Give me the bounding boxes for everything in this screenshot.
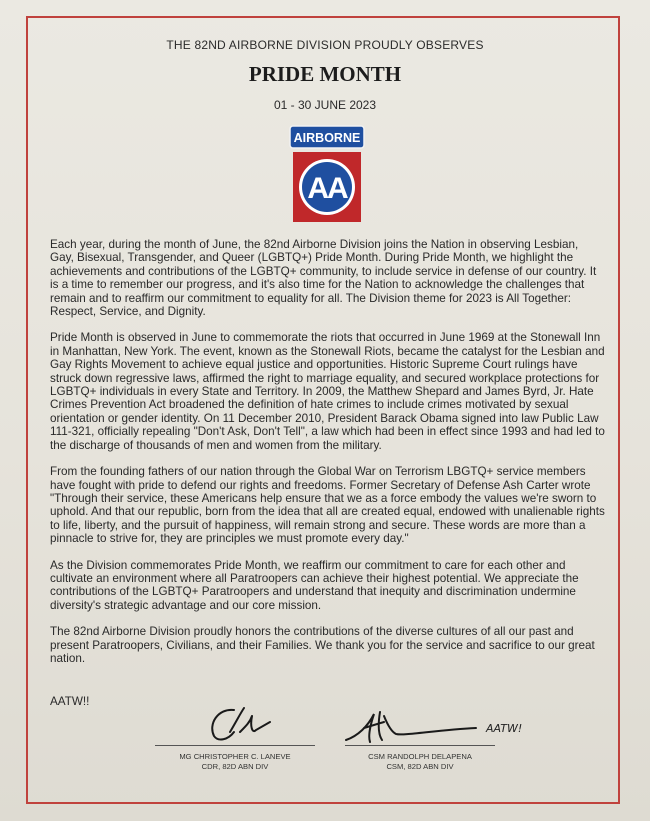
signature-line-1 [155, 745, 315, 746]
handwritten-note: AATW! [486, 722, 523, 735]
signature-1-icon [200, 702, 280, 744]
page-title: PRIDE MONTH [248, 62, 402, 86]
paragraph-2: Pride Month is observed in June to commemorate the riots that occurred in June 1969 at the Stonewall Inn in Manhattan, New York. The event, known as the Stonewall Riots, became the catalyst for the Lesbian and Gay Rights Movement to achieve equal justice and opportunities. Historic Supreme Court rulings have struck down regressive laws, affirmed the right to marriage equality, and secured workplace protections for LGBTQ+ individuals in every State and Territory. In 2009, the Matthew Shepard and James Byrd, Jr. Hate Crimes Prevention Act broadened the definition of hate crimes to include crimes motivated by sexual orientation or gender identity. On 11 December 2010, President Barack Obama signed into law Public Law 111-321, officially repealing "Don't Ask, Don't Tell", a law which had been in effect since 1993 and had led to the discharge of thousands of men and women from the military. [50, 331, 605, 452]
paragraph-4: As the Division commemorates Pride Month, we reaffirm our commitment to care for each other and cultivate an environment where all Paratroopers can achieve their highest potential. We appreciate the contributions of the LGBTQ+ Paratroopers and understand that inequity and discrimination undermine diversity's strategic advantage and our core mission. [50, 558, 579, 612]
letter-body [50, 238, 605, 678]
signature-2-icon [340, 706, 480, 746]
paragraph-1: Each year, during the month of June, the 82nd Airborne Division joins the Nation in observing Lesbian, Gay, Bisexual, Transgender, and Queer (LGBTQ+) Pride Month. During Pride Month, we highlight the achievements and contributions of the LGBTQ+ community, to include service in defense of our country. It is a time to remember our progress, and it's also time for the Nation to acknowledge the challenges that remain and to reaffirm our commitment to equality for all. The Division theme for 2023 is All Together: Respect, Service, and Dignity. [50, 238, 597, 319]
header-overline: THE 82ND AIRBORNE DIVISION PROUDLY OBSERVES [166, 38, 484, 52]
signer-2-name: CSM RANDOLPH DELAPENA [368, 752, 472, 761]
signer-block-1 [155, 752, 315, 771]
paragraph-3: From the founding fathers of our nation through the Global War on Terrorism LBGTQ+ service members have fought with pride to defend our rights and freedoms. Former Secretary of Defense Ash Carter wrote "Through their service, these Americans help ensure that we as a force embody the values we're sworn to uphold. And that our republic, born from the idea that all are created equal, endowed with unalienable rights to life, liberty, and the pursuit of happiness, will remain strong and secure. These words are more than a pinnacle to strive for, they are principles we must promote every day." [50, 465, 605, 546]
insignia-tab-text: AIRBORNE [293, 131, 361, 145]
signer-2-title: CSM, 82D ABN DIV [386, 761, 454, 771]
signer-block-2 [345, 752, 495, 771]
observance-dates: 01 - 30 JUNE 2023 [273, 98, 377, 112]
paragraph-5: The 82nd Airborne Division proudly honors the contributions of the diverse cultures of all our past and present Paratroopers, Civilians, and their Families. We thank you for the service and sacrifice to our great nation. [50, 625, 595, 665]
signature-line-2 [345, 745, 495, 746]
signer-1-title: CDR, 82D ABN DIV [201, 761, 269, 771]
insignia-monogram: AA [307, 172, 347, 205]
signer-1-name: MG CHRISTOPHER C. LANEVE [179, 752, 291, 761]
airborne-insignia-icon [288, 124, 366, 224]
closing-motto: AATW!! [50, 695, 90, 708]
